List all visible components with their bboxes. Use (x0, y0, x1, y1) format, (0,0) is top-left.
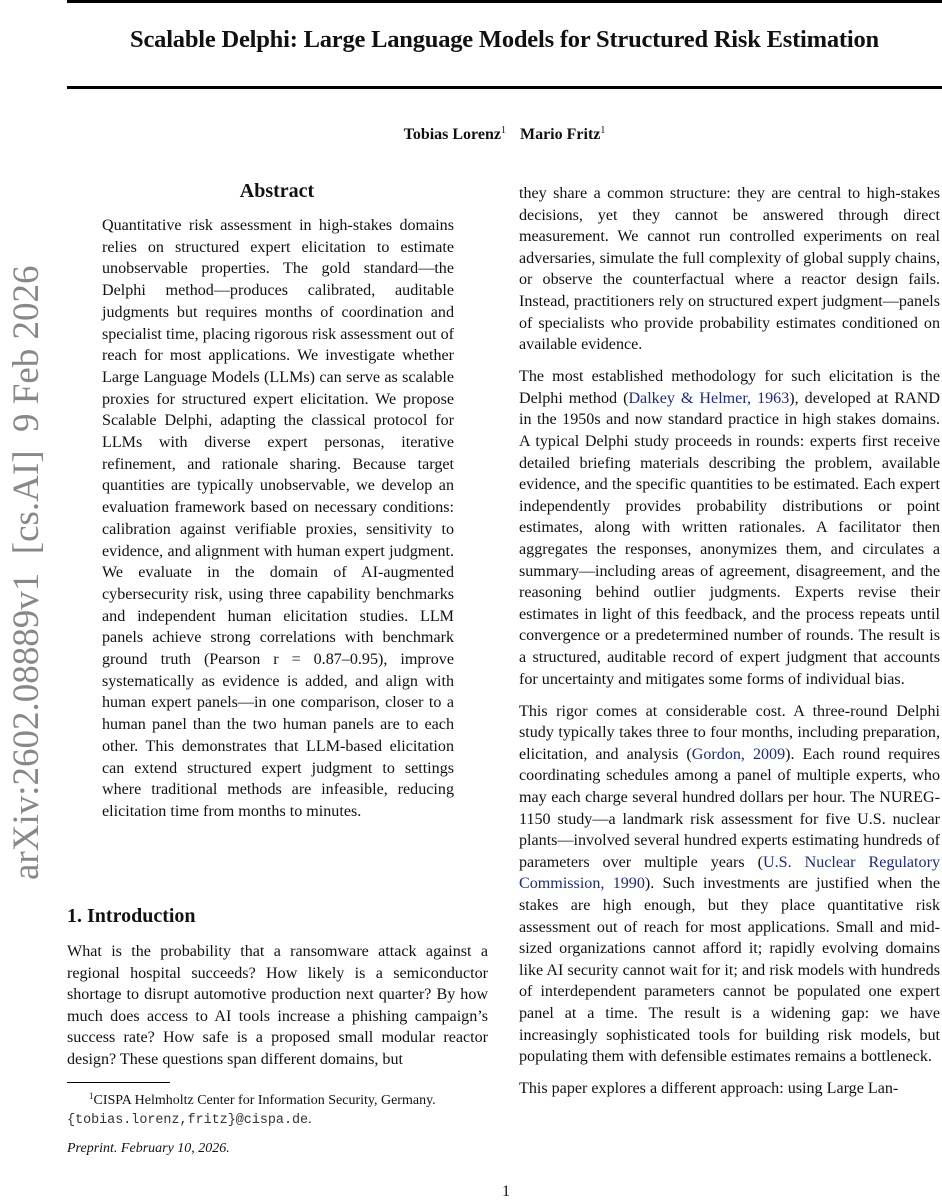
paragraph-text: ), developed at RAND in the 1950s and now standard practice in high stakes domains. A typical Delphi study proceeds in rounds: experts first receive detailed briefing materials describing the problem, available evidence, and the specific quantities to be estimated. Each expert independently provides probability distributions or point estimates, along with written rationales. A facilitator then aggregates the responses, anonymizes them, and circulates a summary—including areas of agreement, disagreement, and the reasoning behind outlier judgments. Experts revise their estimates in light of this feedback, and the process repeats until convergence or a predetermined number of rounds. The result is a structured, auditable record of expert judgment that accounts for uncertainty and mitigates some forms of individual bias. (519, 389, 940, 688)
right-column (519, 183, 940, 1110)
intro-paragraph-2 (519, 366, 940, 690)
author (404, 126, 506, 143)
footnote-mark: 1 (89, 1091, 94, 1101)
footnote-email-suffix: . (308, 1112, 312, 1127)
abstract-text: Quantitative risk assessment in high-stakes domains relies on structured expert elicitation to estimate unobservable properties. The gold standard—the Delphi method—produces calibrated, auditable judgments but requires months of coordination and specialist time, placing rigorous risk assessment out of reach for most applications. We investigate whether Large Language Models (LLMs) can serve as scalable proxies for structured expert elicitation. We propose Scalable Delphi, adapting the classical protocol for LLMs with diverse expert personas, iterative refinement, and rationale sharing. Because target quantities are typically unobservable, we develop an evaluation framework based on necessary conditions: calibration against verifiable proxies, sensitivity to evidence, and alignment with human expert judgment. We evaluate in the domain of AI-augmented cybersecurity risk, using three capability benchmarks and independent human elicitation studies. LLM panels achieve strong correlations with benchmark ground truth (Pearson r = 0.87–0.95), improve systematically as evidence is added, and align with human expert panels—in one comparison, closer to a human panel than the two human panels are to each other. This demonstrates that LLM-based elicitation can extend structured expert judgment to settings where traditional methods are infeasible, reducing elicitation time from months to minutes. (102, 217, 454, 820)
footnote (67, 1087, 491, 1130)
footnote-divider (67, 1082, 170, 1083)
paper-title: Scalable Delphi: Large Language Models for Structured Risk Estimation (130, 26, 879, 53)
author (520, 126, 605, 143)
paragraph-text: ). Each round requires coordinating schedules among a panel of multiple experts, who may each charge several hundred dollars per hour. The NUREG-1150 study—a landmark risk assessment for five U.S. nuclear plants—involved several hundred experts estimating hundreds of parameters over multiple years ( (519, 745, 941, 871)
paragraph-text: The most established methodology for such elicitation is the Delphi method ( (519, 368, 940, 407)
citation-link-gordon[interactable]: Gordon, 2009 (691, 745, 786, 763)
intro-paragraph-4: This paper explores a different approach: using Large Lan- (519, 1080, 899, 1098)
intro-paragraph-1-continued: they share a common structure: they are central to high-stakes decisions, yet they cannot be answered through direct measurement. We cannot run controlled experiments on real adversaries, simulate the full complexity of global supply chains, or observe the counterfactual where a reactor design fails. Instead, practitioners rely on structured expert judgment—panels of specialists who provide probability estimates conditioned on available evidence. (519, 185, 940, 354)
footnote-affiliation: CISPA Helmholtz Center for Information Security, Germany. (93, 1093, 436, 1108)
title-rule-top (67, 0, 942, 3)
abstract-heading: Abstract (239, 180, 315, 202)
footnote-email[interactable]: {tobias.lorenz,fritz}@cispa.de (67, 1113, 309, 1128)
author-list (67, 125, 942, 144)
preprint-note: Preprint. February 10, 2026. (67, 1141, 230, 1156)
paragraph-text: This rigor comes at considerable cost. A three-round Delphi study typically takes three to four months, including preparation, elicitation, and analysis ( (519, 702, 940, 763)
title-rule-bottom (67, 86, 942, 89)
author-name: Mario Fritz (519, 126, 601, 143)
section-heading-introduction: 1. Introduction (67, 905, 196, 927)
citation-link-dalkey-helmer[interactable]: Dalkey & Helmer, 1963 (628, 389, 790, 407)
page-number: 1 (502, 1183, 510, 1200)
paragraph-text: ). Such investments are justified when the stakes are high enough, but they place quantitative risk assessment out of reach for most applications. Small and mid-sized organizations cannot afford it; rapidly evolving domains like AI security cannot wait for it; and risk models with hundreds of interdependent parameters cannot be populated one expert panel at a time. The result is a widening gap: we have increasingly sophisticated tools for building risk models, but populating them with defensible estimates remains a bottleneck. (519, 875, 940, 1066)
affiliation-mark: 1 (500, 125, 506, 136)
author-name: Tobias Lorenz (403, 126, 501, 143)
citation-link-nrc[interactable]: U.S. Nuclear Regulatory Commission, 1990 (519, 853, 940, 893)
arxiv-stamp: arXiv:2602.08889v1 [cs.AI] 9 Feb 2026 (6, 265, 47, 880)
affiliation-mark: 1 (600, 125, 606, 136)
intro-paragraph-3 (519, 701, 940, 1068)
intro-paragraph-1: What is the probability that a ransomware attack against a regional hospital succeeds? How likely is a semiconductor shortage to disrupt automotive production next quarter? By how much does access to AI tools increase a phishing campaign’s success rate? How safe is a proposed small modular reactor design? These questions span different domains, but (67, 943, 488, 1068)
